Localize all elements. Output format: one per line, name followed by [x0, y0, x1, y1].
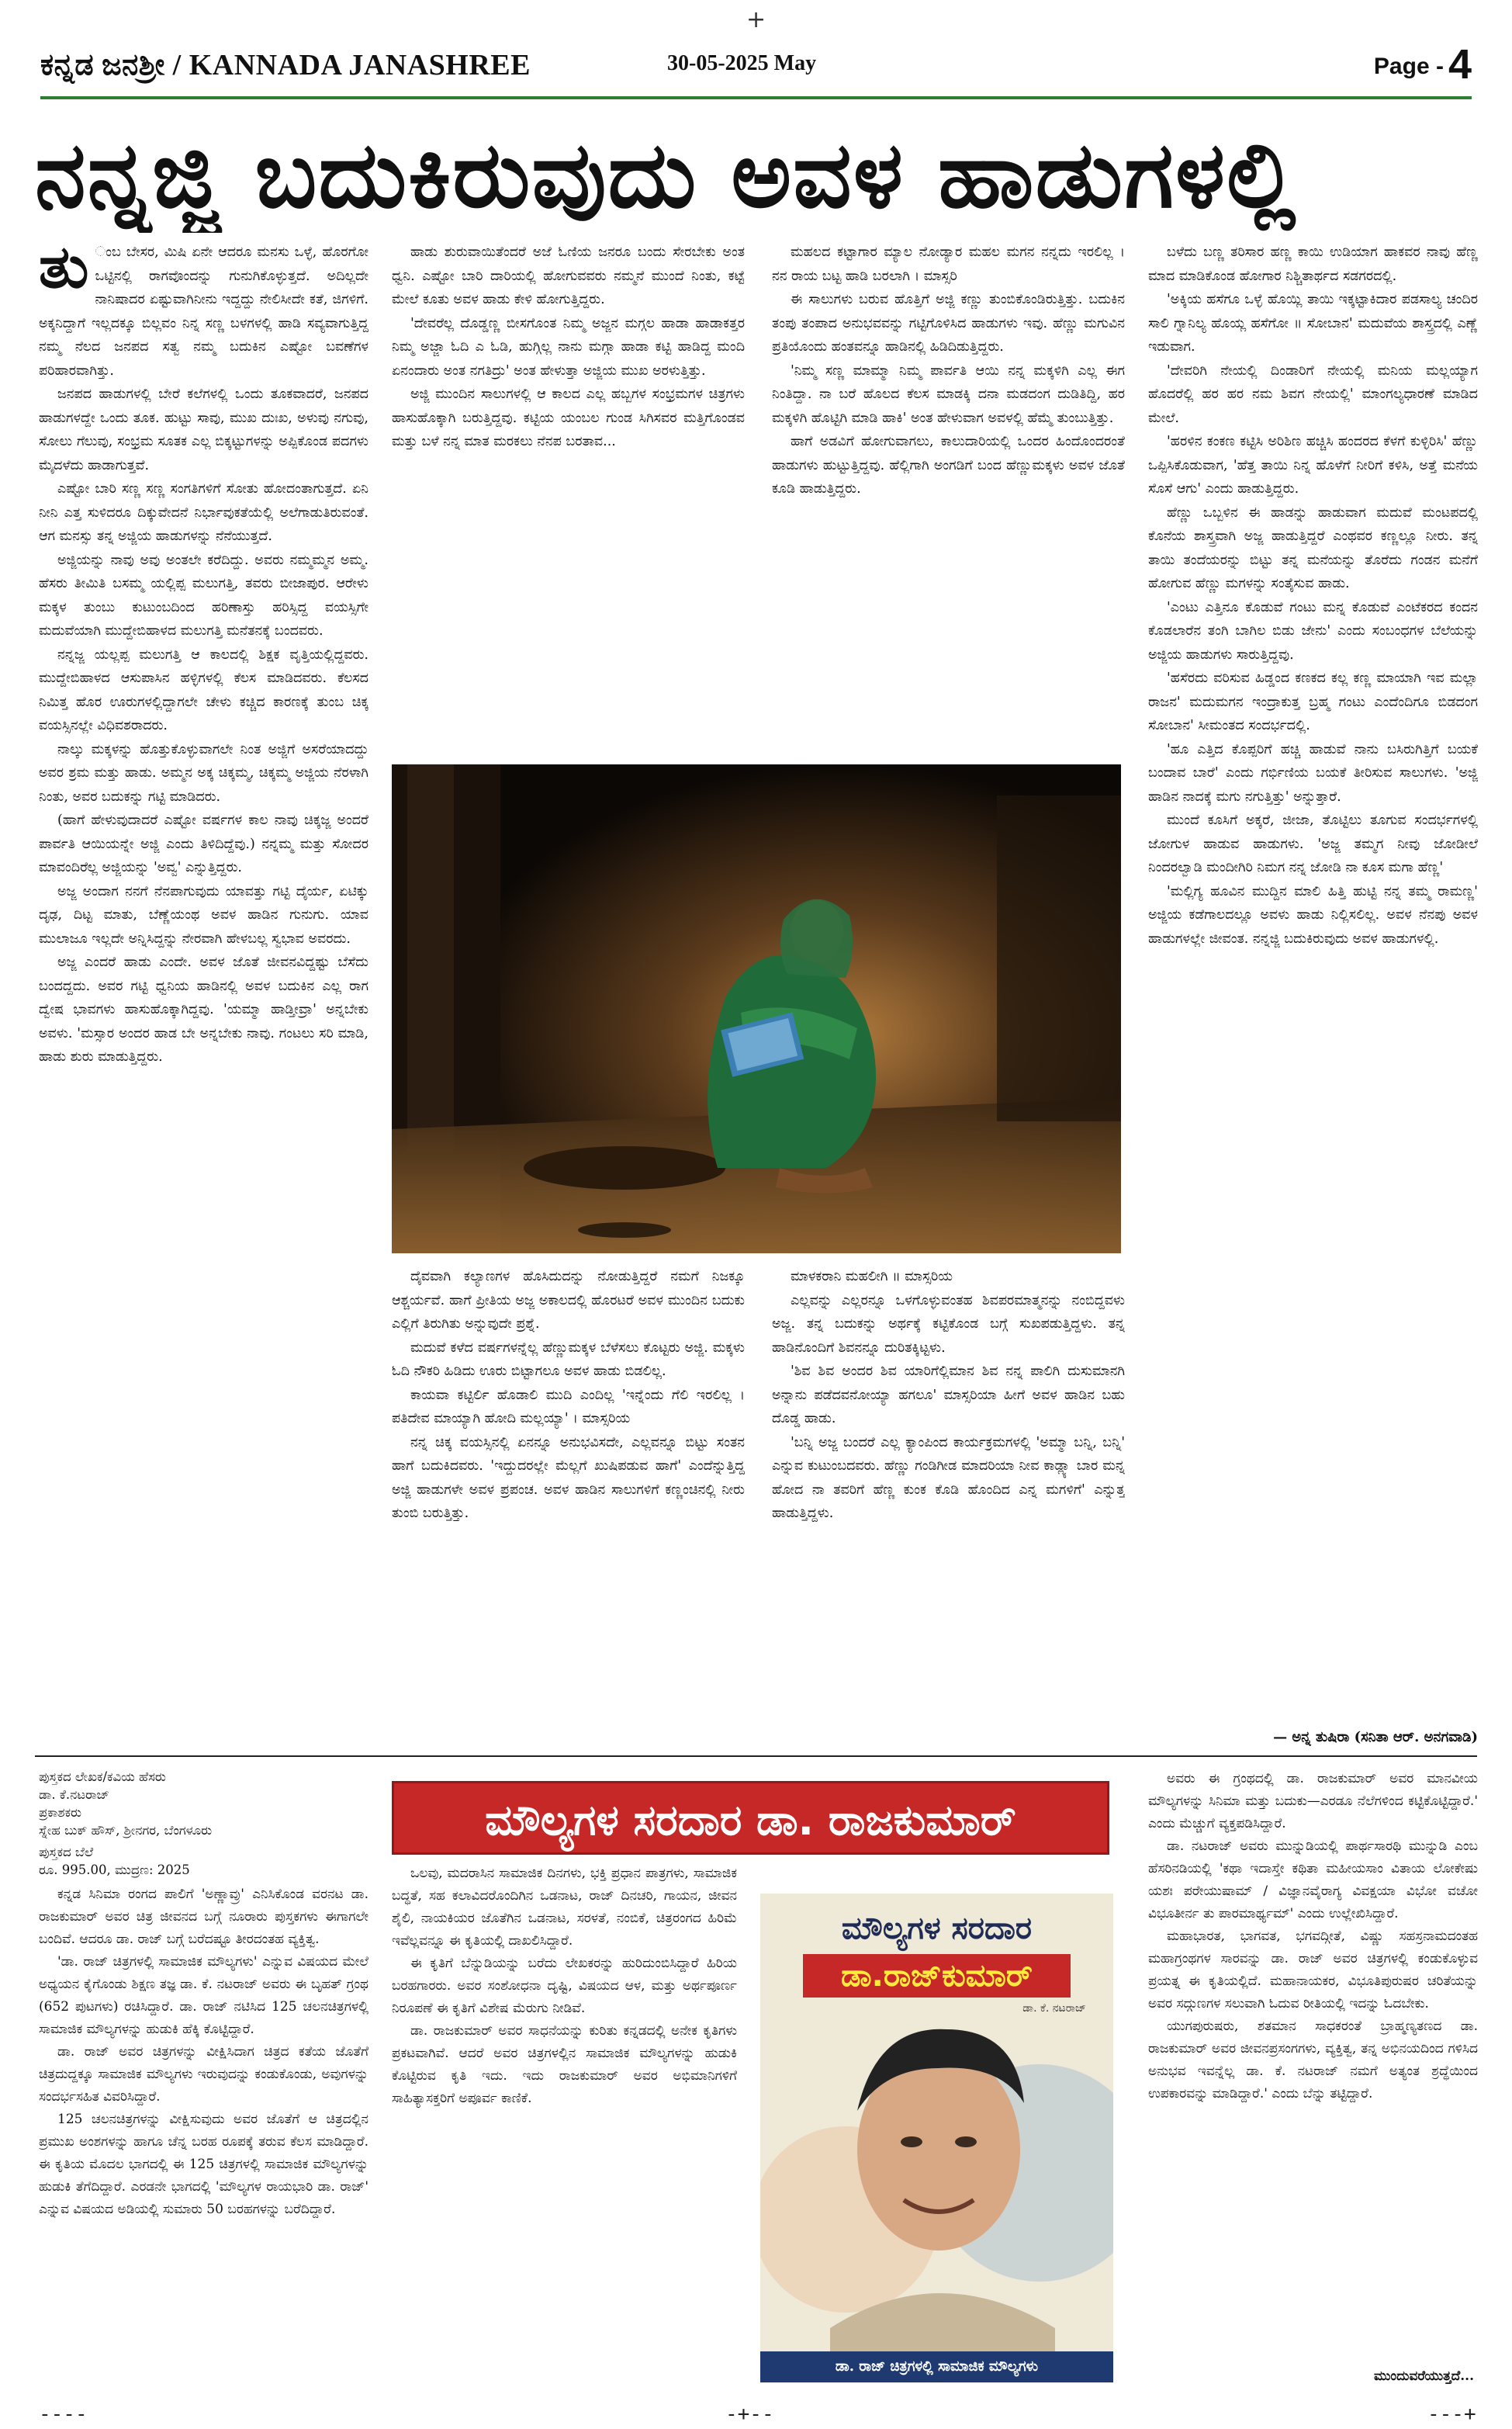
paragraph: 'ಡಾ. ರಾಜ್ ಚಿತ್ರಗಳಲ್ಲಿ ಸಾಮಾಜಿಕ ಮೌಲ್ಯಗಳು' ಎನ್ನುವ ವಿಷಯದ ಮೇಲೆ ಅಧ್ಯಯನ ಕೈಗೊಂಡು ಶಿಕ್ಷಣ ತಜ್ಞ ಡಾ. ಕೆ. ನಟರಾಜ್ ಅವರು ಈ ಬೃಹತ್ ಗ್ರಂಥ (652 ಪುಟಗಳು) ರಚಿಸಿದ್ದಾರೆ. ಡಾ. ರಾಜ್ ನಟಿಸಿದ 125 ಚಲನಚಿತ್ರಗಳಲ್ಲಿ ಸಾಮಾಜಿಕ ಮೌಲ್ಯಗಳನ್ನು ಹುಡುಕಿ ಹೆಕ್ಕಿ ಕೊಟ್ಟಿದ್ದಾರೆ.: [39, 1954, 368, 2037]
page-label: Page -: [1373, 54, 1444, 79]
article-headline: ನನ್ನಜ್ಜಿ ಬದುಕಿರುವುದು ಅವಳ ಹಾಡುಗಳಲ್ಲಿ: [35, 121, 1298, 228]
paragraph: 'ನಿಮ್ಮ ಸಣ್ಣ ಮಾಮ್ಮಾ ನಿಮ್ಮ ಪಾರ್ವತಿ ಆಯಿ ನನ್ನ ಮಕ್ಕಳಿಗಿ ಎಲ್ಲ ಈಗ ನಿಂತಿದ್ದಾ. ನಾ ಬರೆ ಹೊಲದ ಕೆಲಸ ಮಾಡಕ್ಕಿ ದನಾ ಮಡದಂಗ ದುಡಿತಿದ್ದಿ, ಹರ ಮಕ್ಕಳಿಗಿ ಹೊಟ್ಟಿಗಿ ಮಾಡಿ ಹಾಕಿ' ಅಂತ ಹೇಳುವಾಗ ಅವಳಲ್ಲಿ ಹೆಮ್ಮೆ ತುಂಬುತ್ತಿತ್ತು.: [772, 362, 1125, 426]
paragraph: 'ಶಿವ ಶಿವ ಅಂದರ ಶಿವ ಯಾರಿಗೆಲ್ಲಿಮಾನ ಶಿವ ನನ್ನ ಪಾಲಿಗಿ ದುಸುಮಾನಗಿ ಅನ್ನಾನು ಪಡೆದವನೋಯ್ಯಾ ಹಗಲೂ' ಮಾಸ್ಸರಿಯಾ ಹೀಗೆ ಅವಳ ಹಾಡಿನ ಬಹು ದೊಡ್ಡ ಹಾಡು.: [772, 1363, 1125, 1426]
cover-name: ಡಾ.ರಾಜ್‌ಕುಮಾರ್: [803, 1954, 1071, 1998]
paragraph: ಂಬ ಬೇಸರ, ಮಿಷಿ ಏನೇ ಆದರೂ ಮನಸು ಒಳ್ಳೆ, ಹೊರಗೋ ಒಟ್ಟಿನಲ್ಲಿ ರಾಗವೊಂದನ್ನು ಗುನುಗಿಕೊಳ್ಳುತ್ತದೆ. ಅದಿಲ್ಲದೇ ನಾನಿಷಾದರ ಏಷ್ಟುವಾಗಿನೀನು ಇದ್ದದ್ದು ನೇಲಿಸೀದೇ ಕತೆ, ಜಿಗಳಿಗೆ. ಅಕ್ಕನಿದ್ದಾಗೆ ಇಲ್ಲದಕ್ಕೂ ಬಿಲ್ಲವಂ ನಿನ್ನ ಸಣ್ಣ ಬಳಗಳಲ್ಲಿ ಹಾಡಿ ಸವ್ಯವಾಗುತ್ತಿದ್ದ ನಮ್ಮ ನೆಲದ ಜನಪದ ಸತ್ವ ನಮ್ಮ ಬದುಕಿನ ಎಷ್ಟೋ ಬವಣೆಗಳ ಪರಿಹಾರವಾಗಿತ್ತು.: [39, 244, 368, 379]
paragraph: 'ಮಲ್ಲಿಗ್ಯ ಹೂವಿನ ಮುದ್ದಿನ ಮಾಲಿ ಹಿತ್ತಿ ಹುಟ್ಟಿ ನನ್ನ ತಮ್ಮ ರಾಮಣ್ಣ' ಅಜ್ಜಿಯ ಕಡೆಗಾಲದಲ್ಲೂ ಅವಳು ಹಾಡು ನಿಲ್ಲಿಸಲಿಲ್ಲ. ಅವಳ ನೆನಪು ಅವಳ ಹಾಡುಗಳಲ್ಲೇ ಜೀವಂತ. ನನ್ನಜ್ಜಿ ಬದುಕಿರುವುದು ಅವಳ ಹಾಡುಗಳಲ್ಲಿ.: [1148, 883, 1478, 947]
continued-label: ಮುಂದುವರೆಯುತ್ತದೆ...: [1373, 2368, 1474, 2384]
paragraph: ಈ ಕೃತಿಗೆ ಬೆನ್ನುಡಿಯನ್ನು ಬರೆದು ಲೇಖಕರನ್ನು ಹುರಿದುಂಬಿಸಿದ್ದಾರೆ ಹಿರಿಯ ಬರಹಗಾರರು. ಅವರ ಸಂಶೋಧನಾ ದೃಷ್ಟಿ, ವಿಷಯದ ಆಳ, ಮತ್ತು ಅರ್ಥಪೂರ್ಣ ನಿರೂಪಣೆ ಈ ಕೃತಿಗೆ ವಿಶೇಷ ಮೆರುಗು ನೀಡಿವೆ.: [392, 1956, 737, 2016]
review-title: ಮೌಲ್ಯಗಳ ಸರದಾರ ಡಾ. ರಾಜಕುಮಾರ್: [392, 1781, 1109, 1855]
article-column-2: [392, 241, 745, 757]
paragraph: ಎಲ್ಲವನ್ನು ಎಲ್ಲರನ್ನೂ ಒಳಗೊಳ್ಳುವಂತಹ ಶಿವಪರಮಾತ್ಮನನ್ನು ನಂಬಿದ್ದವಳು ಅಜ್ಜ. ತನ್ನ ಬದುಕನ್ನು ಅರ್ಥಕ್ಕೆ ಕಟ್ಟಿಕೊಂಡ ಬಗ್ಗೆ ಸುಖಪಡುತ್ತಿದ್ದಳು. ತನ್ನ ಹಾಡಿನೊಂದಿಗೆ ಶಿವನನ್ನೂ ದುರಿತಕ್ಕಿಟ್ಟಳು.: [772, 1292, 1125, 1356]
paragraph: 125 ಚಲನಚಿತ್ರಗಳನ್ನು ವೀಕ್ಷಿಸುವುದು ಅವರ ಜೊತೆಗೆ ಆ ಚಿತ್ರದಲ್ಲಿನ ಪ್ರಮುಖ ಅಂಶಗಳನ್ನು ಹಾಗೂ ಚೆನ್ನ ಬರಹ ರೂಪಕ್ಕೆ ತರುವ ಕೆಲಸ ಮಾಡಿದ್ದಾರೆ. ಈ ಕೃತಿಯ ಮೊದಲ ಭಾಗದಲ್ಲಿ ಈ 125 ಚಿತ್ರಗಳಲ್ಲಿ ಸಾಮಾಜಿಕ ಮೌಲ್ಯಗಳನ್ನು ಹುಡುಕಿ ತೆಗೆದಿದ್ದಾರೆ. ಎರಡನೇ ಭಾಗದಲ್ಲಿ 'ಮೌಲ್ಯಗಳ ರಾಯಭಾರಿ ಡಾ. ರಾಜ್' ಎನ್ನುವ ವಿಷಯದ ಅಡಿಯಲ್ಲಿ ಸುಮಾರು 50 ಬರಹಗಳನ್ನು ಬರೆದಿದ್ದಾರೆ.: [39, 2112, 368, 2217]
paragraph: ಅಜ್ಜ ಎಂದರೆ ಹಾಡು ಎಂದೇ. ಅವಳ ಜೊತೆ ಜೀವನವಿದ್ದಷ್ಟು ಬೆಸೆದು ಬಂದದ್ದದು. ಅವರ ಗಟ್ಟಿ ಧ್ವನಿಯ ಹಾಡಿನಲ್ಲಿ ಅವಳ ಬದುಕಿನ ಎಲ್ಲ ರಾಗ ದ್ವೇಷ ಭಾವಗಳು ಹಾಸುಹೊಕ್ಕಾಗಿದ್ದವು. 'ಯಮ್ಮಾ ಹಾಡ್ತೀವ್ರಾ' ಅನ್ನಬೇಕು ಅವಳು. 'ಮಸ್ಸಾರ ಅಂದರ ಹಾಡ ಬೇ ಅನ್ನಬೇಕು ನಾವು. ಗಂಟಲು ಸರಿ ಮಾಡಿ, ಹಾಡು ಶುರು ಮಾಡುತ್ತಿದ್ದರು.: [39, 955, 368, 1065]
paragraph: ನನ್ನ ಚಿಕ್ಕ ವಯಸ್ಸಿನಲ್ಲಿ ಏನನ್ನೂ ಅನುಭವಿಸದೇ, ಎಲ್ಲವನ್ನೂ ಬಿಟ್ಟು ಸಂತನ ಹಾಗೆ ಬದುಕಿದವರು. 'ಇದ್ದುದರಲ್ಲೇ ಮೆಲ್ಲಗೆ ಖುಷಿಪಡುವ ಹಾಗೆ' ಎಂದೆನ್ನುತ್ತಿದ್ದ ಅಜ್ಜಿ ಹಾಡುಗಳೇ ಅವಳ ಪ್ರಪಂಚ. ಅವಳ ಹಾಡಿನ ಸಾಲುಗಳಿಗೆ ಕಣ್ಣಂಚಿನಲ್ಲಿ ನೀರು ತುಂಬಿ ಬರುತ್ತಿತ್ತು.: [392, 1434, 745, 1521]
cover-bottom-band: ಡಾ. ರಾಜ್ ಚಿತ್ರಗಳಲ್ಲಿ ಸಾಮಾಜಿಕ ಮೌಲ್ಯಗಳು: [760, 2351, 1113, 2382]
paragraph: ಕಾಯವಾ ಕಟ್ಟಿರ್ಲಿ ಹೊಡಾಲಿ ಮುದಿ ಎಂದಿಲ್ಲ 'ಇನ್ನೆಂದು ಗೆಲಿ ಇರಲಿಲ್ಲ । ಪತಿದೇವ ಮಾಯ್ಯಾಗಿ ಹೋದಿ ಮಲ್ಲಯ್ಯಾ' । ಮಾಸ್ಸರಿಯ: [392, 1387, 745, 1426]
paragraph: ಮದುವೆ ಕಳೆದ ವರ್ಷಗಳನ್ನೆಲ್ಲ ಹೆಣ್ಣುಮಕ್ಕಳ ಬೆಳೆಸಲು ಕೊಟ್ಟರು ಅಜ್ಜಿ. ಮಕ್ಕಳು ಓದಿ ನೌಕರಿ ಹಿಡಿದು ಊರು ಬಿಟ್ಟಾಗಲೂ ಅವಳ ಹಾಡು ಬಿಡಲಿಲ್ಲ.: [392, 1339, 745, 1379]
page-indicator: [1374, 40, 1472, 88]
paragraph: ಡಾ. ರಾಜ್ ಅವರ ಚಿತ್ರಗಳನ್ನು ವೀಕ್ಷಿಸಿದಾಗ ಚಿತ್ರದ ಕತೆಯ ಜೊತೆಗೆ ಚಿತ್ರದುದ್ದಕ್ಕೂ ಸಾಮಾಜಿಕ ಮೌಲ್ಯಗಳು ಇರುವುದನ್ನು ಕಂಡುಕೊಂಡು, ಅವುಗಳನ್ನು ಸಂದರ್ಭಸಹಿತ ವಿವರಿಸಿದ್ದಾರೆ.: [39, 2044, 368, 2105]
paragraph: 'ಅಕ್ಕಿಯ ಹಸೆಗೂ ಒಳ್ಳೆ ಹೊಯ್ಲಿ ತಾಯಿ ಇಕ್ಕಟ್ಟಾಕಿದಾರ ಪಡಸಾಲ್ಯ ಚಂದಿರ ಸಾಲಿ ಗ್ನಾನಿಲ್ಯ ಹೊಯ್ಲ ಹಸೆಗೋ ॥ ಸೋಬಾನ' ಮದುವೆಯ ಶಾಸ್ತ್ರದಲ್ಲಿ ಎಣ್ಣೆ ಇಡುವಾಗ.: [1148, 292, 1478, 355]
review-column-1: [39, 1843, 368, 2379]
cover-author: ಡಾ. ಕೆ. ನಟರಾಜ್: [1022, 2002, 1086, 2015]
article-column-4: [1148, 241, 1478, 1746]
paragraph: 'ಹಸೆರದು ವರಿಸುವ ಹಿಡ್ಡಂದ ಕಣಕದ ಕಲ್ಲ ಕಣ್ಣ ಮಾಯಾಗಿ ಇವ ಮಲ್ಲಾ ರಾಜನ' ಮದುಮಗನ ಇಂದ್ರಾಕುತ್ತ ಬ್ರಹ್ಮ ಗಂಟು ಎಂದೆಂದಿಗೂ ಬಿಡದಂಗ ಸೋಬಾನ' ಸೀಮಂತದ ಸಂದರ್ಭದಲ್ಲಿ.: [1148, 670, 1478, 733]
paragraph: ಒಲವು, ಮದರಾಸಿನ ಸಾಮಾಜಿಕ ದಿನಗಳು, ಭಕ್ತಿ ಪ್ರಧಾನ ಪಾತ್ರಗಳು, ಸಾಮಾಜಿಕ ಬದ್ಧತೆ, ಸಹ ಕಲಾವಿದರೊಂದಿಗಿನ ಒಡನಾಟ, ರಾಜ್ ದಿನಚರಿ, ಗಾಯನ, ಜೀವನ ಶೈಲಿ, ನಾಯಕಿಯರ ಜೊತೆಗಿನ ಒಡನಾಟ, ಸರಳತೆ, ನಂಬಿಕೆ, ಚಿತ್ರರಂಗದ ಹಿರಿಮೆ ಇವೆಲ್ಲವನ್ನೂ ಈ ಕೃತಿಯಲ್ಲಿ ದಾಖಲಿಸಿದ್ದಾರೆ.: [392, 1866, 737, 1949]
paragraph: ಡಾ. ನಟರಾಜ್ ಅವರು ಮುನ್ನುಡಿಯಲ್ಲಿ ಪಾರ್ಥಸಾರಥಿ ಮುನ್ನುಡಿ ಎಂಬ ಹೆಸರಿನಡಿಯಲ್ಲಿ 'ಕಥಾ ಇದಾಸ್ತೇ ಕಥಿತಾ ಮಹೀಯಸಾಂ ವಿತಾಯ ಲೋಕೇಷು ಯಶಃ ಪರೇಯುಷಾಮ್ / ವಿಜ್ಞಾನವೈರಾಗ್ಯ ವಿವಕ್ಷಯಾ ವಿಭೋ ವಚೋ ವಿಭೂತೀರ್ನ ತು ಪಾರಮಾರ್ಥ್ಯಮ್' ಎಂದು ಉಲ್ಲೇಖಿಸಿದ್ದಾರೆ.: [1148, 1838, 1478, 1921]
info-line: ಪುಸ್ತಕದ ಲೇಖಕ/ಕವಿಯ ಹೆಸರು: [39, 1769, 166, 1784]
review-column-3: [1148, 1768, 1478, 2373]
paragraph: ನಾಲ್ಕು ಮಕ್ಕಳನ್ನು ಹೊತ್ತುಕೊಳ್ಳುವಾಗಲೇ ನಿಂತ ಅಜ್ಜಿಗೆ ಅಸರೆಯಾದದ್ದು ಅವರ ಶ್ರಮ ಮತ್ತು ಹಾಡು. ಅಮ್ಮನ ಅಕ್ಕ ಚಿಕ್ಕಮ್ಮ, ಚಿಕ್ಕಮ್ಮ ಅಜ್ಜಿಯ ನೆರಳಾಗಿ ನಿಂತು, ಅವರ ಬದುಕನ್ನು ಗಟ್ಟಿ ಮಾಡಿದರು.: [39, 741, 368, 805]
paragraph: 'ದೇವರಿಗಿ ನೇಯಲ್ಲಿ ದಿಂಡಾರಿಗೆ ನೇಯಲ್ಲಿ ಮನಿಯ ಮಲ್ಲಯ್ಯಾಗ ಹೊದರೆಲ್ಲಿ ಹರ ಹರ ನಮ ಶಿವಗ ನೇಯಲ್ಲಿ' ಮಾಂಗಲ್ಯಧಾರಣೆ ಮಾಡಿದ ಮೇಲೆ.: [1148, 362, 1478, 426]
author-signature: — ಅನ್ನ ತುಷಿರಾ (ಸನಿತಾ ಆರ್. ಅನಗವಾಡಿ): [1273, 1729, 1478, 1745]
paragraph: ಅಜ್ಜ ಅಂದಾಗ ನನಗೆ ನೆನಪಾಗುವುದು ಯಾವತ್ತು ಗಟ್ಟಿ ದೈರ್ಯ, ಏಟಿಕ್ಕು ದೃಢ, ದಿಟ್ಟ ಮಾತು, ಬೆಣ್ಣೆಯಂಥ ಅವಳ ಹಾಡಿನ ಗುನುಗು. ಯಾವ ಮುಲಾಜೂ ಇಲ್ಲದೇ ಅನ್ನಿಸಿದ್ದನ್ನು ನೇರವಾಗಿ ಹೇಳಬಲ್ಲ ಸ್ವಭಾವ ಅವರದು.: [39, 883, 368, 947]
paragraph: ಈ ಸಾಲುಗಳು ಬರುವ ಹೊತ್ತಿಗೆ ಅಜ್ಜಿ ಕಣ್ಣು ತುಂಬಿಕೊಂಡಿರುತ್ತಿತ್ತು. ಬದುಕಿನ ತಂಪು ತಂಪಾದ ಅನುಭವವನ್ನು ಗಟ್ಟಿಗೊಳಿಸಿದ ಹಾಡುಗಳು ಇವು. ಹೆಣ್ಣು ಮಗುವಿನ ಪ್ರತಿಯೊಂದು ಹಂತವನ್ನೂ ಹಾಡಿನಲ್ಲಿ ಹಿಡಿದಿಡುತ್ತಿದ್ದರು.: [772, 292, 1125, 355]
masthead: [0, 0, 1512, 101]
info-line: ಪುಸ್ತಕದ ಬೆಲೆ: [39, 1845, 94, 1859]
paragraph: ಬಳೆದು ಬಣ್ಣ ತರಿಸಾರ ಹಣ್ಣ ಕಾಯಿ ಉಡಿಯಾಗ ಹಾಕವರ ನಾವು ಹೆಣ್ಣ ಮಾದ ಮಾಡಿಕೊಂಡ ಹೋಗಾರ ನಿಶ್ಚಿತಾರ್ಥದ ಸಡಗರದಲ್ಲಿ.: [1148, 244, 1478, 284]
crop-mark-icon: ----: [39, 2403, 88, 2426]
review-column-2: [392, 1862, 737, 2379]
drop-cap: ತು: [39, 241, 89, 301]
paragraph: ಅಜ್ಜಿ ಮುಂದಿನ ಸಾಲುಗಳಲ್ಲಿ ಆ ಕಾಲದ ಎಲ್ಲ ಹಬ್ಬಗಳ ಸಂಭ್ರಮಗಳ ಚಿತ್ರಗಳು ಹಾಸುಹೊಕ್ಕಾಗಿ ಬರುತ್ತಿದ್ದವು. ಕಟ್ಟಿಯ ಯಂಬಲ ಗುಂಡ ಸಿಗಿಸವರ ಮತ್ತಿಗೊಂಡವ ಮತ್ತು ಬಳೆ ನನ್ನ ಮಾತ ಮರಕಲು ನೆನಪ ಬರತಾವ...: [392, 386, 745, 449]
paragraph: ಎಷ್ಟೋ ಬಾರಿ ಸಣ್ಣ ಸಣ್ಣ ಸಂಗತಿಗಳಿಗೆ ಸೋತು ಹೋದಂತಾಗುತ್ತದೆ. ಏನಿ ನೀನಿ ಎತ್ತ ಸುಳಿದರೂ ದಿಕ್ಕುವೇದನೆ ನಿರ್ಭಾವುಕತೆಯೆಲ್ಲಿ ಅಲೆಗಾಡುತಿರುವಂತೆ. ಆಗ ಮನಸ್ಸು ತನ್ನ ಅಜ್ಜಿಯ ಹಾಡುಗಳನ್ನು ನೆನೆಯುತ್ತದೆ.: [39, 481, 368, 544]
crop-mark-icon: -+--: [725, 2403, 774, 2426]
paragraph: 'ಹರಳಿನ ಕಂಕಣ ಕಟ್ಟಿಸಿ ಅರಿಶಿಣ ಹಚ್ಚಿಸಿ ಹಂದರದ ಕೆಳಗೆ ಕುಳ್ಳಿರಿಸಿ' ಹೆಣ್ಣು ಒಪ್ಪಿಸಿಕೊಡುವಾಗ, 'ಹೆತ್ತ ತಾಯಿ ನಿನ್ನ ಹೊಳೆಗೆ ನೀರಿಗೆ ಕಳಿಸಿ, ಅತ್ತೆ ಮನೆಯ ಸೊಸೆ ಆಗು' ಎಂದು ಹಾಡುತ್ತಿದ್ದರು.: [1148, 434, 1478, 497]
masthead-rule: [40, 96, 1472, 99]
book-info: [39, 1768, 368, 1842]
info-line: ಸ್ನೇಹ ಬುಕ್ ಹೌಸ್, ಶ್ರೀನಗರ, ಬೆಂಗಳೂರು: [39, 1823, 213, 1838]
cover-top-title: ಮೌಲ್ಯಗಳ ಸರದಾರ: [841, 1911, 1033, 1946]
paragraph: ಹಾಡು ಶುರುವಾಯಿತೆಂದರೆ ಅಜೆ ಓಣಿಯ ಜನರೂ ಬಂದು ಸೇರಬೇಕು ಅಂತ ಧ್ವನಿ. ಎಷ್ಟೋ ಬಾರಿ ದಾರಿಯಲ್ಲಿ ಹೋಗುವವರು ನಮ್ಮನೆ ಮುಂದೆ ನಿಂತು, ಕಟ್ಟೆ ಮೇಲೆ ಕೂತು ಅವಳ ಹಾಡು ಕೇಳಿ ಹೋಗುತ್ತಿದ್ದರು.: [392, 244, 745, 307]
woman-reading-illustration: [392, 764, 1121, 1253]
paragraph: ಅವರು ಈ ಗ್ರಂಥದಲ್ಲಿ ಡಾ. ರಾಜಕುಮಾರ್ ಅವರ ಮಾನವೀಯ ಮೌಲ್ಯಗಳನ್ನು ಸಿನಿಮಾ ಮತ್ತು ಬದುಕು—ಎರಡೂ ನೆಲೆಗಳಿಂದ ಕಟ್ಟಿಕೊಟ್ಟಿದ್ದಾರೆ.' ಎಂದು ಮೆಚ್ಚುಗೆ ವ್ಯಕ್ತಪಡಿಸಿದ್ದಾರೆ.: [1148, 1771, 1478, 1831]
paragraph: ಮಹಲದ ಕಟ್ಟಾಗಾರ ಮ್ಯಾಲ ನೋಡ್ಯಾರ ಮಹಲ ಮಗನ ನನ್ನದು ಇರಲಿಲ್ಲ । ನನ ರಾಯ ಬಟ್ಟ ಹಾಡಿ ಬರಲಾಗಿ । ಮಾಸ್ಸರಿ: [772, 244, 1125, 284]
paragraph: ನನ್ನಜ್ಜ ಯಲ್ಲಪ್ಪ ಮಲುಗತ್ತಿ ಆ ಕಾಲದಲ್ಲಿ ಶಿಕ್ಷಕ ವೃತ್ತಿಯಲ್ಲಿದ್ದವರು. ಮುದ್ದೇಬಿಹಾಳದ ಆಸುಪಾಸಿನ ಹಳ್ಳಿಗಳಲ್ಲಿ ಕೆಲಸ ಮಾಡಿದವರು. ಕೆಲಸದ ನಿಮಿತ್ತ ಹೊರ ಊರುಗಳಲ್ಲಿದ್ದಾಗಲೇ ಚೇಳು ಕಚ್ಚಿದ ಕಾರಣಕ್ಕೆ ತುಂಬ ಚಿಕ್ಕ ವಯಸ್ಸಿನಲ್ಲೇ ವಿಧಿವಶರಾದರು.: [39, 646, 368, 733]
article-column-1: [39, 241, 368, 1746]
paragraph: ಹೆಣ್ಣು ಒಬ್ಬಳಿನ ಈ ಹಾಡನ್ನು ಹಾಡುವಾಗ ಮದುವೆ ಮಂಟಪದಲ್ಲಿ ಕೊನೆಯ ಶಾಸ್ತ್ರವಾಗಿ ಅಜ್ಜ ಹಾಡುತ್ತಿದ್ದರೆ ಎಂಥವರ ಕಣ್ಣಲ್ಲೂ ನೀರು. ತನ್ನ ತಾಯಿ ತಂದೆಯರನ್ನು ಬಿಟ್ಟು ತನ್ನ ಮನೆಯನ್ನು ತೊರೆದು ಗಂಡನ ಮನೆಗೆ ಹೋಗುವ ಹೆಣ್ಣು ಮಗಳನ್ನು ಸಂತೈಸುವ ಹಾಡು.: [1148, 504, 1478, 591]
section-divider: [35, 1755, 1477, 1757]
paragraph: 'ಹೂ ಎತ್ತಿದ ಕೊಪ್ಪರಿಗೆ ಹಚ್ಚಿ ಹಾಡುವೆ ನಾನು ಬಸಿರುಗಿತ್ತಿಗೆ ಬಯಕೆ ಬಂದಾವ ಬಾರೆ' ಎಂದು ಗರ್ಭಿಣಿಯ ಬಯಕೆ ತೀರಿಸುವ ಸಾಲುಗಳು. 'ಅಜ್ಜಿ ಹಾಡಿನ ನಾದಕ್ಕೆ ಮಗು ನಗುತ್ತಿತ್ತು' ಅನ್ನುತ್ತಾರೆ.: [1148, 741, 1478, 805]
paragraph: 'ಎಂಟು ಎತ್ತಿನೂ ಕೊಡುವೆ ಗಂಟು ಮನ್ನ ಕೊಡುವೆ ಎಂಟೆಕರದ ಕಂದನ ಕೊಡಲಾರೆನ ತಂಗಿ ಬಾಗಿಲ ಬಿಡು ಜೇನು' ಎಂದು ಸಂಬಂಧಗಳ ಬೆಲೆಯನ್ನು ಅಜ್ಜಿಯ ಹಾಡುಗಳು ಸಾರುತ್ತಿದ್ದವು.: [1148, 599, 1478, 663]
paragraph: ಯುಗಪುರುಷರು, ಶತಮಾನ ಸಾಧಕರಂತೆ ಬ್ರಾಹ್ಮಣ್ಯತಣದ ಡಾ. ರಾಜಕುಮಾರ್ ಅವರ ಜೀವನಪ್ರಸಂಗಗಳು, ವ್ಯಕ್ತಿತ್ವ, ತನ್ನ ಅಭಿನಯದಿಂದ ಗಳಿಸಿದ ಅನುಭವ ಇವನ್ನೆಲ್ಲ ಡಾ. ಕೆ. ನಟರಾಜ್ ನಮಗೆ ಅತ್ಯಂತ ಶ್ರದ್ಧೆಯಿಂದ ಉಪಕಾರವನ್ನು ಮಾಡಿದ್ದಾರೆ.' ಎಂದು ಬೆನ್ನು ತಟ್ಟಿದ್ದಾರೆ.: [1148, 2018, 1478, 2102]
paragraph: ಮುಂದೆ ಕೂಸಿಗೆ ಅಕ್ಕರೆ, ಜೀಜಾ, ತೊಟ್ಟಿಲು ತೂಗುವ ಸಂದರ್ಭಗಳಲ್ಲಿ ಜೋಗುಳ ಹಾಡುವ ಹಾಡುಗಳು. 'ಅಜ್ಜ ತಮ್ಮಗ ನೀವು ಜೋಡೀಲೆ ನಿಂದರಲ್ವಾಡಿ ಮಂದೀಗಿರಿ ನಿಮಗ ನನ್ನ ಜೋಡಿ ನಾ ಕೂಸ ಮಗಾ ಹೆಣ್ಣ': [1148, 813, 1478, 875]
article-column-3: [772, 241, 1125, 757]
registration-mark-icon: +: [746, 6, 766, 33]
paragraph: ಅಜ್ಜಿಯನ್ನು ನಾವು ಅವು ಅಂತಲೇ ಕರೆದಿದ್ದು. ಅವರು ನಮ್ಮಮ್ಮನ ಅಮ್ಮ. ಹೆಸರು ತೀಮಿತಿ ಬಸಮ್ಮ ಯಲ್ಲಿಪ್ಪ ಮಲುಗತ್ತಿ, ತವರು ಬೀಜಾಪುರ. ಆರೇಳು ಮಕ್ಕಳ ತುಂಬು ಕುಟುಂಬದಿಂದ ಹರಿಣಾಸ್ತು ಹರಿಸ್ಸಿದ್ದ ವಯಸ್ಸಿಗೇ ಮದುವೆಯಾಗಿ ಮುದ್ದೇಬಿಹಾಳದ ಮಲುಗತ್ತಿ ಮನೆತನಕ್ಕೆ ಬಂದವರು.: [39, 552, 368, 639]
paragraph: 'ಬನ್ನಿ ಅಜ್ಜ ಬಂದರೆ ಎಲ್ಲ ಕ್ಯಾಂಪಿಂದ ಕಾರ್ಯಕ್ರಮಗಳಲ್ಲಿ 'ಅಮ್ಮಾ ಬನ್ನಿ, ಬನ್ನಿ' ಎನ್ನುವ ಕುಟುಂಬದವರು. ಹೆಣ್ಣು ಗಂಡಿಗೀಡ ಮಾದರಿಯಾ ನೀವ ಕಾಡ್ಲ್ಯಾ ಬಾರ ಮನ್ನ ಹೋದ ನಾ ತವರಿಗೆ ಹೆಣ್ಣ ಕುಂಕ ಕೊಡಿ ಹೊಂದಿದ ಎನ್ನ ಮಗಳಿಗೆ' ಎನ್ನುತ್ತ ಹಾಡುತ್ತಿದ್ದಳು.: [772, 1434, 1125, 1521]
paragraph: ಕನ್ನಡ ಸಿನಿಮಾ ರಂಗದ ಪಾಲಿಗೆ 'ಅಣ್ಣಾವ್ರು' ಎನಿಸಿಕೊಂಡ ವರನಟ ಡಾ. ರಾಜಕುಮಾರ್ ಅವರ ಚಿತ್ರ ಜೀವನದ ಬಗ್ಗೆ ನೂರಾರು ಪುಸ್ತಕಗಳು ಈಗಾಗಲೇ ಬಂದಿವೆ. ಆದರೂ ಡಾ. ರಾಜ್ ಬಗ್ಗೆ ಬರೆದಷ್ಟೂ ತೀರದಂತಹ ವ್ಯಕ್ತಿತ್ವ.: [39, 1887, 368, 1947]
info-line: ಡಾ. ಕೆ.ನಟರಾಜ್: [39, 1787, 110, 1802]
paragraph: ಹಾಗೆ ಅಡವಿಗೆ ಹೋಗುವಾಗಲು, ಕಾಲುದಾರಿಯಲ್ಲಿ ಒಂದರ ಹಿಂದೊಂದರಂತೆ ಹಾಡುಗಳು ಹುಟ್ಟುತ್ತಿದ್ದವು. ಹೆಲ್ಲಿಗಾಗಿ ಅಂಗಡಿಗೆ ಬಂದ ಹೆಣ್ಣುಮಕ್ಕಳು ಅವಳ ಜೊತೆ ಕೂಡಿ ಹಾಡುತ್ತಿದ್ದರು.: [772, 434, 1125, 497]
issue-date: 30-05-2025 May: [667, 51, 817, 75]
paragraph: 'ದೇವರೆಲ್ಲ ದೊಡ್ಡಣ್ಣ ಬೀಸಗೊಂತ ನಿಮ್ಮ ಅಜ್ಜನ ಮಗ್ಗಲ ಹಾಡಾ ಹಾಡಾಕತ್ತರ ನಿಮ್ಮ ಅಜ್ಜಾ ಓದಿ ಎ ಓಡಿ, ಹುಗ್ಗಿಲ್ಲ ನಾನು ಮಗ್ಗಾ ಹಾಡಾ ಕಟ್ಟಿ ಹಾಡಿದ್ದ ಮಂದಿ ಏನಂದಾರು ಅಂತ ನಗತಿದ್ರು' ಅಂತ ಹೇಳುತ್ತಾ ಅಜ್ಜಿಯ ಮುಖ ಅರಳುತ್ತಿತ್ತು.: [392, 315, 745, 379]
article-column-3-lower: [772, 1265, 1125, 1746]
paragraph: ದೈವವಾಗಿ ಕಲ್ಯಾಣಗಳ ಹೊಸಿದುದನ್ನು ನೋಡುತ್ತಿದ್ದರೆ ನಮಗೆ ನಿಜಕ್ಕೂ ಆಶ್ಚರ್ಯವೆ. ಹಾಗೆ ಪ್ರೀತಿಯ ಅಜ್ಜ ಅಕಾಲದಲ್ಲಿ ಹೊರಟರೆ ಅವಳ ಮುಂದಿನ ಬದುಕು ಎಲ್ಲಿಗೆ ತಿರುಗಿತು ಅನ್ನುವುದೇ ಪ್ರಶ್ನೆ.: [392, 1269, 745, 1332]
info-line: ರೂ. 995.00, ಮುದ್ರಣ: 2025: [39, 1862, 190, 1877]
article-photo: [392, 764, 1121, 1253]
crop-mark-icon: ---+: [1427, 2403, 1476, 2426]
article-column-2-lower: [392, 1265, 745, 1746]
paragraph: ಜನಪದ ಹಾಡುಗಳಲ್ಲಿ ಬೇರೆ ಕಲೆಗಳಲ್ಲಿ ಒಂದು ತೂಕವಾದರೆ, ಜನಪದ ಹಾಡುಗಳದ್ದೇ ಒಂದು ತೂಕ. ಹುಟ್ಟು ಸಾವು, ಮುಖ ದುಃಖ, ಅಳುವು ನಗುವು, ಸೋಲು ಗೆಲುವು, ಸಂಭ್ರಮ ಸೂತಕ ಎಲ್ಲ ಬಿಕ್ಕಟ್ಟುಗಳನ್ನು ಅಪ್ಪಿಕೊಂಡ ಪದಗಳು ಮೈದಳೆದು ಹಾಡಾಗುತ್ತವೆ.: [39, 386, 368, 473]
paragraph: (ಹಾಗೆ ಹೇಳುವುದಾದರೆ ಎಷ್ಟೋ ವರ್ಷಗಳ ಕಾಲ ನಾವು ಚಿಕ್ಕಜ್ಜ ಅಂದರೆ ಪಾರ್ವತಿ ಆಯಿಯನ್ನೇ ಅಜ್ಜಿ ಎಂದು ತಿಳಿದಿದ್ದೆವು.) ನನ್ನಮ್ಮ ಮತ್ತು ಸೋದರ ಮಾವಂದಿರೆಲ್ಲ ಅಜ್ಜಿಯನ್ನು 'ಅವ್ವ' ಎನ್ನುತ್ತಿದ್ದರು.: [39, 813, 368, 875]
page-number: 4: [1448, 41, 1472, 88]
paragraph: ಡಾ. ರಾಜಕುಮಾರ್ ಅವರ ಸಾಧನೆಯನ್ನು ಕುರಿತು ಕನ್ನಡದಲ್ಲಿ ಅನೇಕ ಕೃತಿಗಳು ಪ್ರಕಟವಾಗಿವೆ. ಆದರೆ ಅವರ ಚಿತ್ರಗಳಲ್ಲಿನ ಸಾಮಾಜಿಕ ಮೌಲ್ಯಗಳನ್ನು ಹುಡುಕಿ ಕೊಟ್ಟಿರುವ ಕೃತಿ ಇದು. ಇದು ರಾಜಕುಮಾರ್ ಅವರ ಅಭಿಮಾನಿಗಳಿಗೆ ಸಾಹಿತ್ಯಾಸಕ್ತರಿಗೆ ಅಪೂರ್ವ ಕಾಣಿಕೆ.: [392, 2023, 737, 2106]
info-line: ಪ್ರಕಾಶಕರು: [39, 1805, 81, 1820]
paragraph: ಮಾಳಕರಾನಿ ಮಹಲೀಗಿ ॥ ಮಾಸ್ಸರಿಯ: [791, 1269, 953, 1284]
paragraph: ಮಹಾಭಾರತ, ಭಾಗವತ, ಭಗವದ್ಗೀತೆ, ವಿಷ್ಣು ಸಹಸ್ರನಾಮದಂತಹ ಮಹಾಗ್ರಂಥಗಳ ಸಾರವನ್ನು ಡಾ. ರಾಜ್ ಅವರ ಚಿತ್ರಗಳಲ್ಲಿ ಕಂಡುಕೊಳ್ಳುವ ಪ್ರಯತ್ನ ಈ ಕೃತಿಯಲ್ಲಿದೆ. ಮಹಾನಾಯಕರ, ವಿಭೂತಿಪುರುಷರ ಚರಿತೆಯನ್ನು ಅವರ ಸದ್ಗುಣಗಳ ಸಲುವಾಗಿ ಓದುವ ರೀತಿಯಲ್ಲಿ ಇದನ್ನು ಓದಬೇಕು.: [1148, 1928, 1478, 2011]
newspaper-logo: ಕನ್ನಡ ಜನಶ್ರೀ / KANNADA JANASHREE: [40, 49, 531, 81]
book-cover: [760, 1894, 1113, 2382]
